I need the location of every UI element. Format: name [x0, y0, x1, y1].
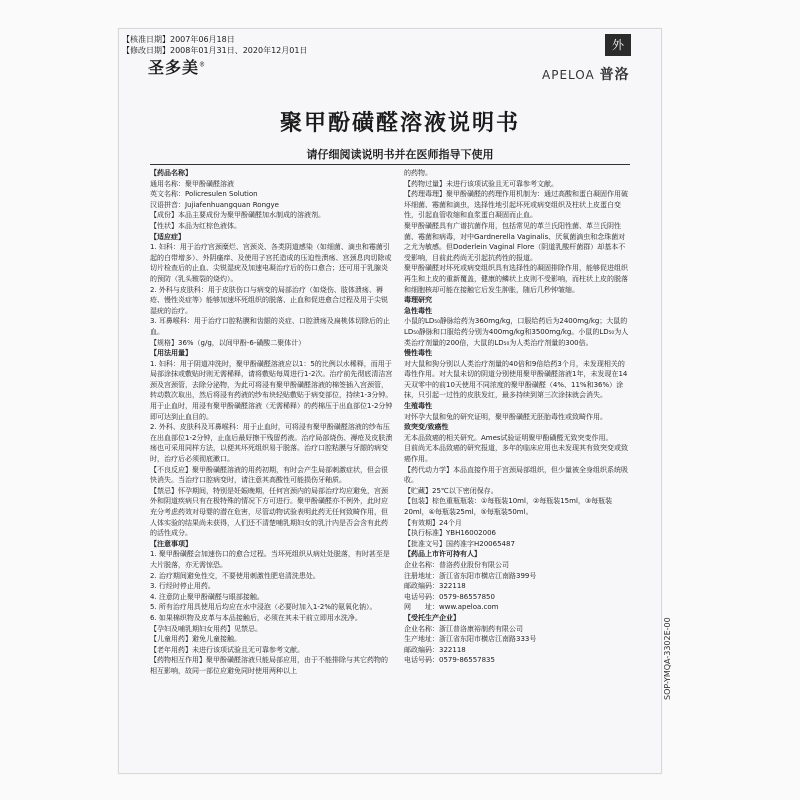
paragraph: 毒理研究	[404, 296, 432, 305]
paragraph: 的药物。	[404, 169, 432, 177]
paragraph: 【药物过量】未进行该项试验且无可靠参考文献。	[404, 179, 558, 188]
document-subtitle: 请仔细阅读说明书并在医师指导下使用	[306, 148, 494, 161]
left-column	[150, 168, 393, 677]
revision-date: 【修改日期】2008年01月31日、2020年12月01日	[122, 46, 308, 55]
paragraph: 生产地址：浙江省东阳市横店江南路333号	[404, 635, 537, 644]
right-column	[404, 168, 630, 666]
paragraph: 4. 注意防止聚甲酚磺醛与眼部接触。	[150, 592, 264, 601]
paragraph: 【禁忌】怀孕期间，特别是妊娠晚期，任何宫颈内的局部治疗均应避免，宫颈外和阴道疾病只有在极特殊的情况下方可进行。聚甲酚磺醛亦不例外，此时应充分考虑药效对母婴的潜在危害，尽管动物试验表明此药无任何致畸作用，但人体实验的结果尚未获得，人们还不清楚哺乳期妇女的乳汁内是否会含有此药的活性成分。	[150, 486, 388, 538]
paragraph: 慢性毒性	[404, 349, 432, 358]
company-logo-text: APELOA	[542, 68, 595, 82]
paragraph: 【孕妇及哺乳期妇女用药】见禁忌。	[150, 624, 262, 633]
paragraph: 【执行标准】YBH16002006	[404, 529, 496, 538]
paragraph: 聚甲酚磺醛对坏死或病变组织具有选择性的凝固排除作用，能够促进组织再生和上皮的重新覆盖，健康的鳞状上皮则不受影响，而柱状上皮的脱落和细胞核却可能在接触它后发生肿胀，随后几秒钟皱缩。	[404, 264, 628, 294]
paragraph: 对大鼠和狗分别以人类治疗剂量的40倍和9倍给药3个月，未发现相关的毒性作用。对大鼠未切的阴道分别使用聚甲酚磺醛溶液1年，未发现在14天双零中的前10天使用不同浓度的聚甲酚磺醛（4%、11%和36%）涂抹，只引起一过性的皮肤发红，最多持续到第三次涂抹就会消失。	[404, 359, 628, 400]
paragraph: 2. 治疗期间避免性交，不要使用刺激性肥皂清洗患处。	[150, 571, 320, 580]
paragraph: 【适应症】	[150, 232, 185, 241]
paragraph: 2. 外科、皮肤科及耳鼻喉科：用于止血时，可将浸有聚甲酚磺醛溶液的纱布压在出血部位1-2分钟，止血后最好擦干残留药液。治疗局部烧伤、褥疮及皮肤溃疡也可采用同样方法，以便其坏死组织易于脱落。治疗口腔粘膜与牙龈的病变时，治疗后必须彻底漱口。	[150, 423, 393, 464]
paragraph: 生殖毒性	[404, 402, 432, 411]
paragraph: 【药代动力学】本品直接作用于宫颈局部组织，但少量被全身组织系统吸收。	[404, 465, 628, 485]
paragraph: 6. 如果棉织物及皮革与本品接触后，必须在其未干前立即用水洗净。	[150, 613, 362, 622]
paragraph: 【药品上市许可持有人】	[404, 550, 481, 559]
paragraph: 对怀孕大鼠和兔的研究证明，聚甲酚磺醛无胚胎毒性或致畸作用。	[404, 412, 607, 421]
paragraph: 汉语拼音：Jujiafenhuangquan Rongye	[150, 200, 279, 209]
paragraph: 【药品名称】	[150, 169, 192, 177]
paragraph: 【贮藏】25℃以下密闭保存。	[404, 486, 498, 495]
paragraph: 电话号码：0579-86557850	[404, 592, 495, 601]
paragraph: 2. 外科与皮肤科：用于皮肤伤口与病变的局部治疗（如烧伤、肢体溃疡、褥疮、慢性炎症等）能够加速坏死组织的脱落、止血和促进愈合过程及用于尖锐湿疣的治疗。	[150, 285, 388, 315]
paragraph: 【老年用药】未进行该项试验且无可靠参考文献。	[150, 645, 304, 654]
paragraph: 小鼠的LD₅₀静脉给药为360mg/kg，口服给药后为2400mg/kg；大鼠的LD₅₀静脉和口服给药分别为400mg/kg和3500mg/kg。小鼠的LD₅₀为人类治疗剂量的200倍，大鼠的LD₅₀为人类治疗剂量的300倍。	[404, 317, 629, 347]
brand-name: 圣多美	[148, 58, 200, 77]
paragraph: 【儿童用药】避免儿童接触。	[150, 635, 241, 644]
paragraph: 邮政编码：322118	[404, 582, 466, 591]
paragraph: 企业名称：浙江普洛康裕制药有限公司	[404, 624, 523, 633]
paragraph: 【不良反应】聚甲酚磺醛溶液的用药初期，有时会产生局部刺激症状，但会很快消失。当治疗口腔病变时，请注意其高酸性可能损伤牙釉质。	[150, 465, 388, 485]
paragraph: 【规格】36%（g/g，以间甲酚-6-磺酸二聚体计）	[150, 338, 306, 347]
paragraph: 英文名称：Policresulen Solution	[150, 190, 258, 199]
paragraph: 电话号码：0579-86557835	[404, 656, 495, 665]
paragraph: 邮政编码：322118	[404, 645, 466, 654]
paragraph: 【性状】本品为红棕色液体。	[150, 221, 241, 230]
paragraph: 【受托生产企业】	[404, 613, 460, 622]
paragraph: 【用法用量】	[150, 349, 192, 358]
approval-date: 【核准日期】2007年06月18日	[122, 35, 235, 44]
paragraph: 【批准文号】国药准字H20065487	[404, 539, 515, 548]
paragraph: 5. 所有治疗用具使用后均应在水中浸泡（必要时加入1-2%的氨氧化钠）。	[150, 603, 377, 612]
paragraph: 通用名称：聚甲酚磺醛溶液	[150, 179, 234, 188]
paragraph: 【成份】本品主要成份为聚甲酚磺醛加水制成的溶液剂。	[150, 211, 325, 220]
paragraph: 【药理毒理】聚甲酚磺醛的药理作用机制为：通过高酸和蛋白凝固作用破坏细菌、霉菌和滴虫，选择性地引起坏死或病变组织及柱状上皮蛋白变性，引起血管收缩和血浆蛋白凝固而止血。	[404, 190, 628, 220]
company-logo-cn: 普洛	[599, 67, 630, 83]
document-code: SOP-YMQA-3302E-00	[663, 617, 672, 700]
paragraph: 3. 行经时停止用药。	[150, 582, 215, 591]
brand-logo	[148, 55, 206, 78]
external-use-tag: 外	[605, 34, 631, 56]
paragraph: 【注意事项】	[150, 539, 192, 548]
divider	[150, 164, 630, 165]
paragraph: 目前尚无本品致癌的研究报道，多年的临床应用也未发现其有致突变或致癌作用。	[404, 444, 628, 464]
paragraph: 1. 妇科：用于阴道冲洗时，聚甲酚磺醛溶液应以1：5的比例以水稀释，而用于局部涂抹或敷贴时则无需稀释，请将敷贴每周进行1-2次。治疗前先彻底清洁宫颈及宫颈管，去除分泌物，为此可将浸有聚甲酚磺醛溶液的棉签插入宫颈管，转动数次取出，然后将浸有药液的纱布块轻贴敷贴于病变部位，持续1-3分钟。用于止血时，用浸有聚甲酚磺醛溶液（无需稀释）的药棉压于出血部位1-2分钟即可达到止血目的。	[150, 359, 393, 421]
document-title: 聚甲酚磺醛溶液说明书	[279, 111, 520, 136]
paragraph: 急性毒性	[404, 306, 432, 315]
paragraph: 1. 妇科：用于治疗宫颈糜烂、宫颈炎、各类阴道感染（如细菌、滴虫和霉菌引起的白带增多）、外阴瘙痒、及使用子宫托造成的压迫性溃疡、宫颈息肉切除或切片检查后的止血、尖锐湿疣及加速电凝治疗后的伤口愈合；还可用于乳腺炎的预防（乳头皲裂的烧灼）。	[150, 243, 392, 283]
paragraph: 聚甲酚磺醛具有广谱抗菌作用，包括常见的革兰氏阳性菌、革兰氏阴性菌、霉菌和病毒，对中Gardnerella Vaginalis、厌氧菌滴虫和念珠菌对之尤为敏感。但Doderlein Vaginal Flore（阴道乳酸杆菌群）却基本不受影响，目前此药尚无引起抗药性的报道。	[404, 221, 626, 262]
paragraph: 1. 聚甲酚磺醛会加速伤口的愈合过程。当坏死组织从病灶处脱落，有时甚至是大片脱落，亦无需惊恐。	[150, 550, 390, 569]
paragraph: 【有效期】24个月	[404, 518, 462, 527]
paragraph: 注册地址：浙江省东阳市横店江南路399号	[404, 571, 537, 580]
paragraph: 致突变/致癌性	[404, 423, 449, 432]
company-logo	[542, 64, 630, 84]
paragraph: 【药物相互作用】聚甲酚磺醛溶液只能局部应用，由于不能排除与其它药物的相互影响，故同一部位应避免同时使用两种以上	[150, 656, 388, 675]
registered-mark: ®	[199, 61, 207, 69]
paragraph: 3. 耳鼻喉科：用于治疗口腔粘膜和齿龈的炎症、口腔溃疡及扁桃体切除后的止血。	[150, 317, 390, 336]
paragraph: 企业名称：普洛药业股份有限公司	[404, 560, 509, 569]
paragraph: 【包装】棕色重瓶瓶装：①每瓶装10ml，②每瓶装15ml，③每瓶装20ml，④每瓶装25ml，⑤每瓶装50ml。	[404, 497, 613, 516]
paragraph: 网 址：www.apeloa.com	[404, 603, 499, 612]
paragraph: 无本品致癌的相关研究。Ames试验证明聚甲酚磺醛无致突变作用。	[404, 433, 613, 442]
